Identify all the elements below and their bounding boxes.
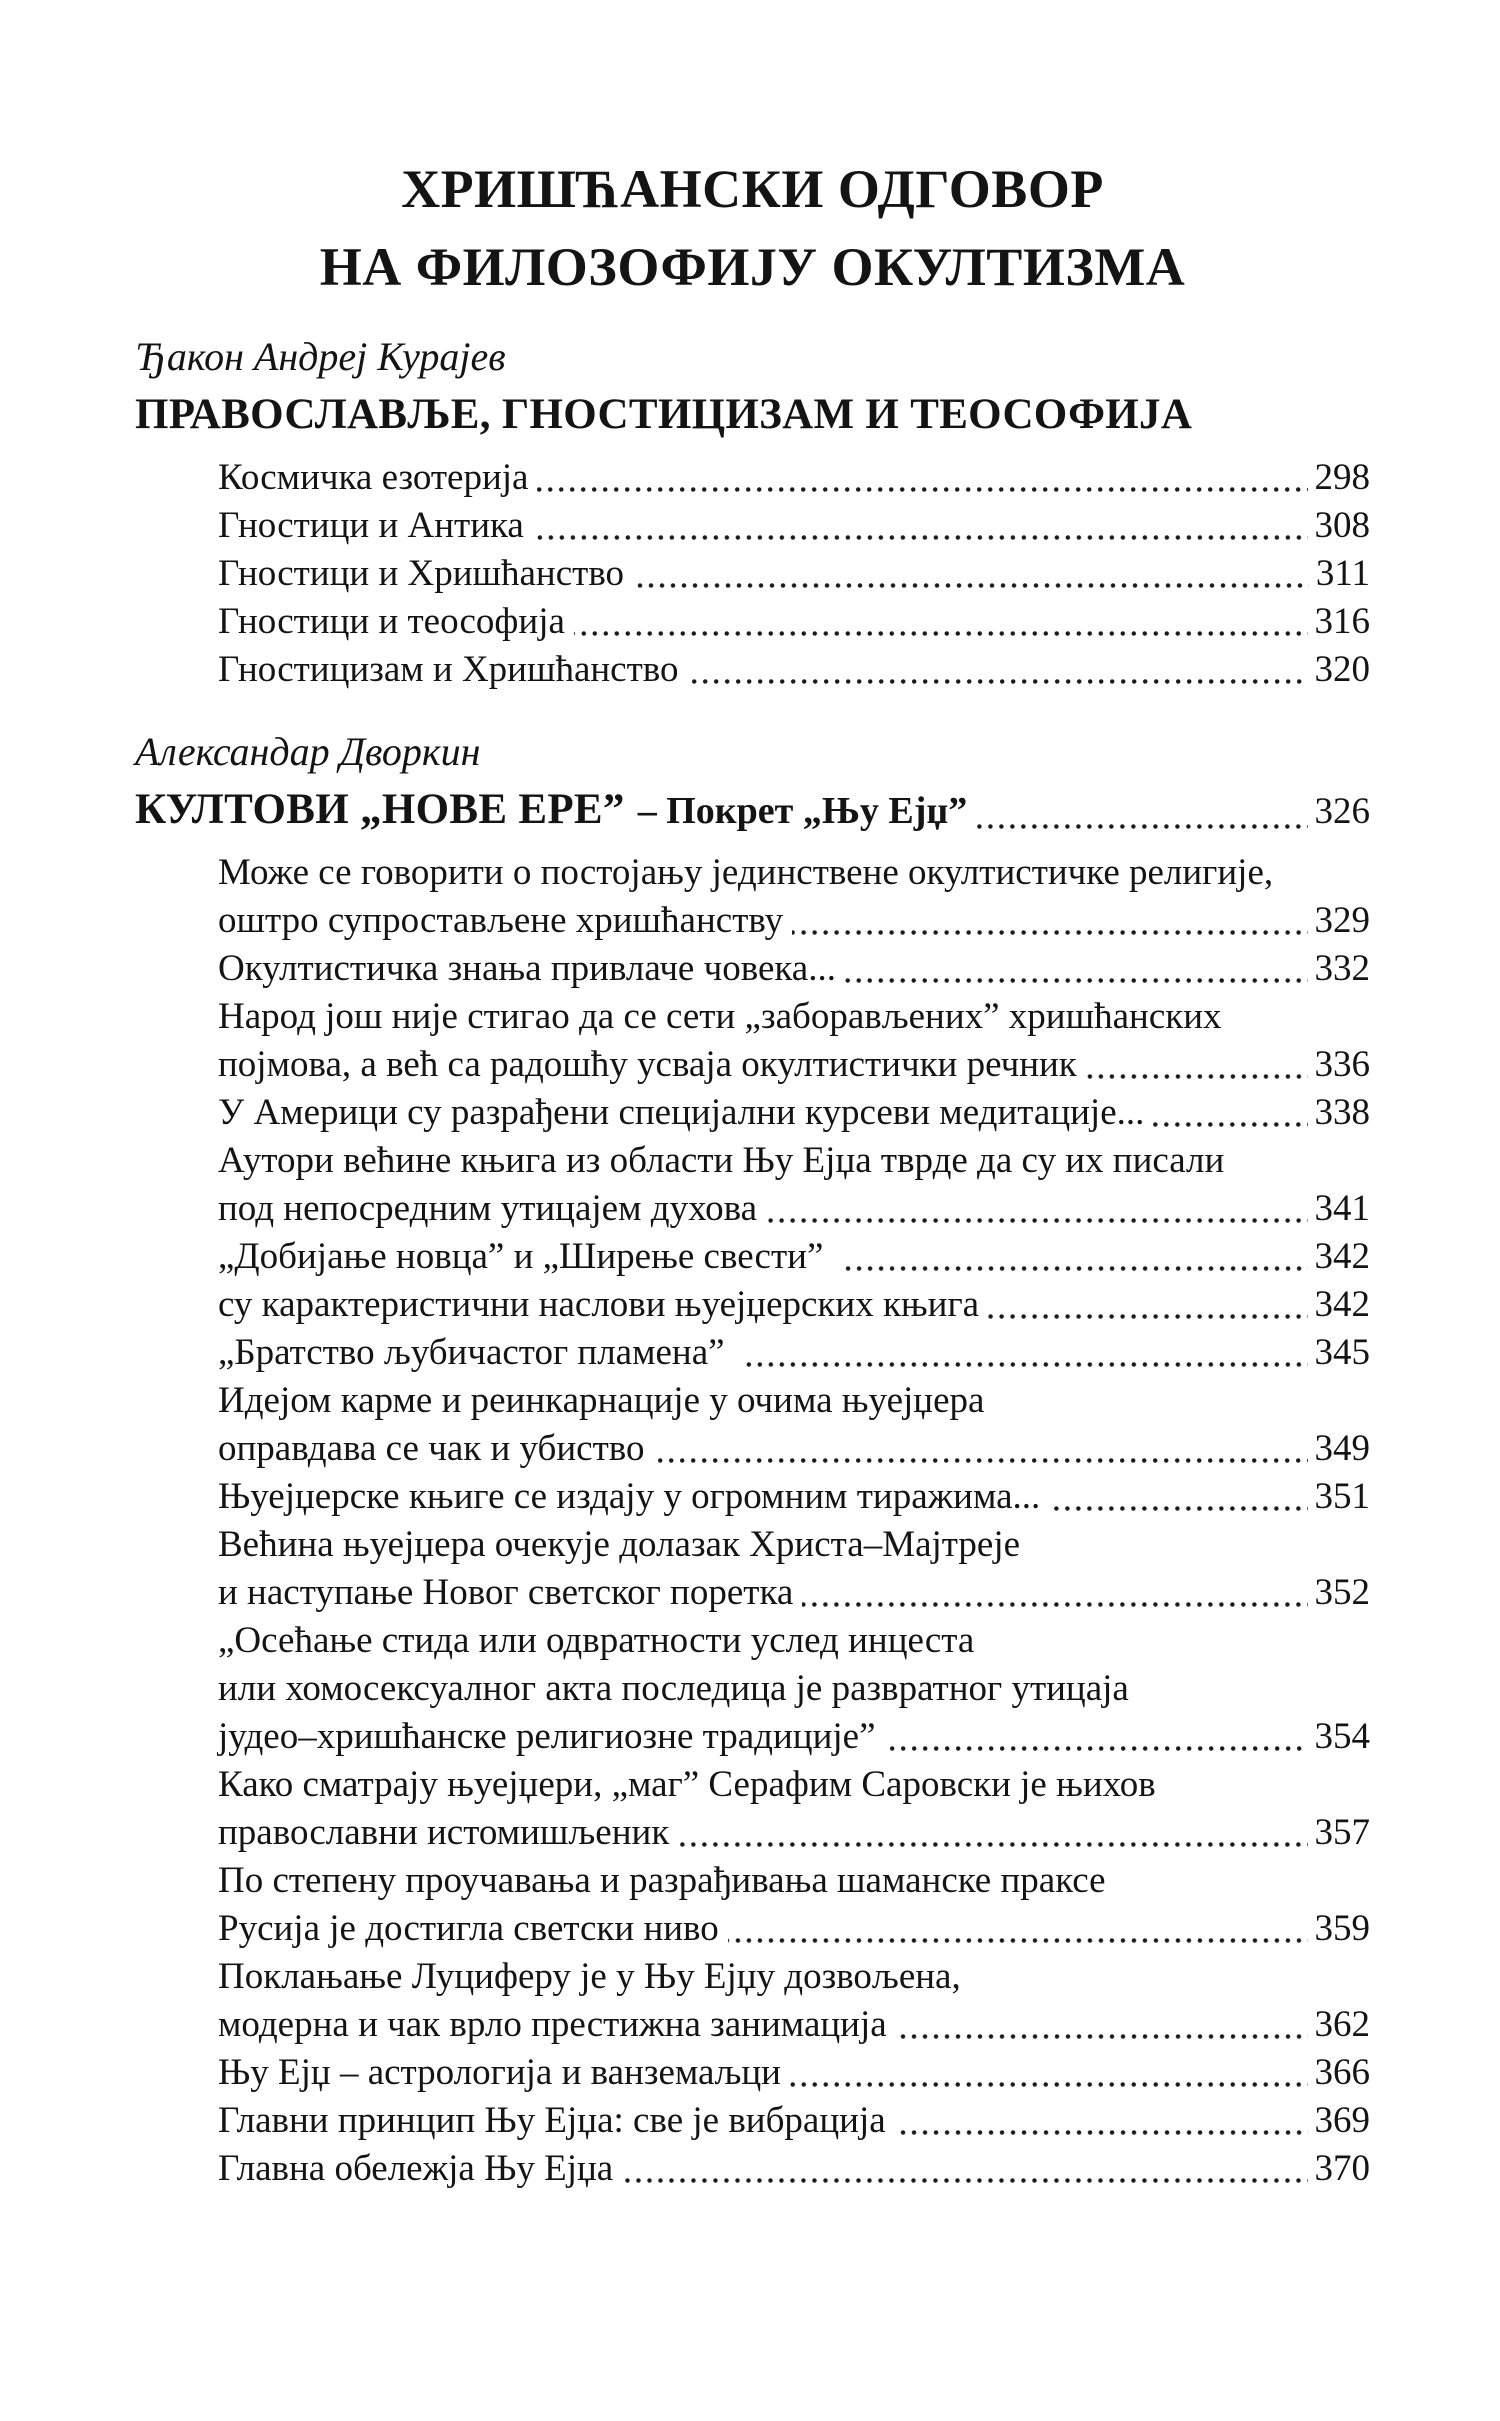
toc-entry-text: Поклањање Луциферу је у Њу Ејџу дозвољена, [218, 1956, 961, 1997]
section-heading-row [135, 781, 1370, 841]
section-entries [218, 454, 1370, 694]
page-number: 357 [1314, 1812, 1370, 1853]
toc-entry [218, 550, 1370, 598]
dot-leader [893, 2097, 1310, 2145]
toc-section [135, 727, 1370, 2193]
toc-entry [218, 1857, 1370, 1953]
toc-section [135, 332, 1370, 694]
toc-entry-final-line [218, 1425, 1370, 1473]
toc-entry-text: оштро супростављене хришћанству [218, 900, 784, 941]
toc-entry [218, 2145, 1370, 2193]
toc-entry [218, 1137, 1370, 1233]
page-number: 336 [1314, 1044, 1370, 1085]
toc-entry [218, 945, 1370, 993]
page-number: 342 [1314, 1236, 1370, 1277]
dot-leader [726, 1905, 1310, 1953]
toc-entry-text: Аутори већине књига из области Њу Ејџа тврде да су их писали [218, 1140, 1225, 1181]
dot-leader [974, 781, 1309, 841]
dot-leader [843, 945, 1310, 993]
toc-entry-text: појмова, а већ са радошћу усваја окултистички речник [218, 1044, 1077, 1085]
toc-entry-line [218, 1953, 1370, 2001]
toc-entry-text: По степену проучавања и разрађивања шаманске праксе [218, 1860, 1106, 1901]
dot-leader [986, 1281, 1309, 1329]
section-heading: ПРАВОСЛАВЉЕ, ГНОСТИЦИЗАМ И ТЕОСОФИЈА [135, 391, 1193, 438]
toc-entry-text: Народ још није стигао да се сети „заборављених” хришћанских [218, 996, 1222, 1037]
page-number: 311 [1315, 553, 1370, 594]
toc-entry-final-line [218, 502, 1370, 550]
toc-entry [218, 2049, 1370, 2097]
page-number: 351 [1314, 1476, 1370, 1517]
toc-entry-text: Идејом карме и реинкарнације у очима њуејџера [218, 1380, 985, 1421]
page-number: 362 [1314, 2004, 1370, 2045]
toc-entry-text: Већина њуејџера очекује долазак Христа–Мајтреје [218, 1524, 1021, 1565]
page-number: 370 [1314, 2148, 1370, 2189]
toc-entry-final-line [218, 1905, 1370, 1953]
toc-entry-final-line [218, 1089, 1370, 1137]
toc-entry [218, 1953, 1370, 2049]
dot-leader [651, 1425, 1309, 1473]
toc-entry-final-line [218, 897, 1370, 945]
page-number: 329 [1314, 900, 1370, 941]
toc-entry-text: Како сматрају њуејџери, „маг” Серафим Саровски је њихов [218, 1764, 1156, 1805]
section-page-number: 326 [1314, 791, 1370, 832]
toc-entry [218, 454, 1370, 502]
toc-entry-text: Русија је достигла светски ниво [218, 1908, 719, 1949]
dot-leader [572, 598, 1310, 646]
toc-entry-text: „Братство љубичастог пламена” [218, 1332, 734, 1373]
toc-entry-text: и наступање Новог светског поретка [218, 1572, 794, 1613]
toc-entry-text: Окултистичка знања привлаче човека... [218, 948, 836, 989]
page-number: 352 [1314, 1572, 1370, 1613]
toc-entry [218, 1617, 1370, 1761]
toc-entry-final-line [218, 1713, 1370, 1761]
toc-entry-text: Њу Ејџ – астрологија и ванземаљци [218, 2052, 781, 2093]
toc-entry [218, 1089, 1370, 1137]
dot-leader [883, 1713, 1310, 1761]
toc-sections [135, 332, 1370, 2193]
toc-entry-final-line [218, 550, 1370, 598]
toc-entry-line [218, 1665, 1370, 1713]
toc-entry-final-line [218, 1569, 1370, 1617]
toc-entry-text: оправдава се чак и убиство [218, 1428, 645, 1469]
toc-entry-line [218, 993, 1370, 1041]
page-number: 342 [1314, 1284, 1370, 1325]
page-number: 316 [1314, 601, 1370, 642]
toc-entry-line [218, 1137, 1370, 1185]
toc-entry-text: Гностици и теософија [218, 601, 565, 642]
toc-entry-final-line [218, 1041, 1370, 1089]
toc-entry-text: јудео–хришћанске религиозне традиције” [218, 1716, 876, 1757]
dot-leader [535, 454, 1309, 502]
page-number: 369 [1314, 2100, 1370, 2141]
toc-entry-text: Гностицизам и Хришћанство [218, 649, 679, 690]
toc-entry [218, 646, 1370, 694]
toc-entry-final-line [218, 454, 1370, 502]
toc-entry-final-line [218, 1185, 1370, 1233]
dot-leader [686, 646, 1310, 694]
dot-leader [1151, 1089, 1309, 1137]
toc-entry-final-line [218, 1329, 1370, 1377]
toc-entry-final-line [218, 2145, 1370, 2193]
page-number: 359 [1314, 1908, 1370, 1949]
toc-entry [218, 1473, 1370, 1521]
page-number: 332 [1314, 948, 1370, 989]
page-number: 341 [1314, 1188, 1370, 1229]
page-number: 308 [1314, 505, 1370, 546]
toc-entry-text: У Америци су разрађени специјални курсеви медитације... [218, 1092, 1145, 1133]
toc-entry-final-line [218, 1233, 1370, 1281]
toc-entry-text: Главни принцип Њу Ејџа: све је вибрација [218, 2100, 886, 2141]
toc-entry-text: Гностици и Антика [218, 505, 524, 546]
toc-entry [218, 1377, 1370, 1473]
toc-entry-text: су карактеристични наслови њуејџерских књига [218, 1284, 980, 1325]
toc-entry-final-line [218, 2049, 1370, 2097]
dot-leader [764, 1185, 1309, 1233]
book-title-line1: ХРИШЋАНСКИ ОДГОВОР [401, 159, 1104, 219]
toc-entry-line [218, 1857, 1370, 1905]
toc-entry-final-line [218, 598, 1370, 646]
book-title-line2: НА ФИЛОЗОФИЈУ ОКУЛТИЗМА [319, 237, 1186, 297]
section-entries [218, 849, 1370, 2193]
page-number: 345 [1314, 1332, 1370, 1373]
dot-leader [1084, 1041, 1310, 1089]
dot-leader [631, 550, 1311, 598]
toc-entry [218, 1761, 1370, 1857]
dot-leader [531, 502, 1310, 550]
dot-leader [800, 1569, 1309, 1617]
section-author: Александар Дворкин [135, 729, 481, 774]
dot-leader [894, 2001, 1310, 2049]
toc-entry [218, 1521, 1370, 1617]
dot-leader [676, 1809, 1309, 1857]
page-number: 338 [1314, 1092, 1370, 1133]
toc-entry-text: Може се говорити о постојању јединствене окултистичке религије, [218, 852, 1274, 893]
page-number: 298 [1314, 457, 1370, 498]
dot-leader [790, 897, 1309, 945]
toc-entry-text: под непосредним утицајем духова [218, 1188, 758, 1229]
toc-entry [218, 2097, 1370, 2145]
toc-entry [218, 993, 1370, 1089]
toc-entry-text: Главна обележја Њу Ејџа [218, 2148, 614, 2189]
section-heading-subtitle: – Покрет „Њу Ејџ” [637, 790, 968, 832]
toc-entry-text: или хомосексуалног акта последица је развратног утицаја [218, 1668, 1129, 1709]
dot-leader [840, 1233, 1310, 1281]
toc-entry-final-line [218, 1281, 1370, 1329]
page-number: 320 [1314, 649, 1370, 690]
toc-entry [218, 849, 1370, 945]
toc-entry-final-line [218, 1809, 1370, 1857]
dot-leader [620, 2145, 1309, 2193]
toc-entry-text: православни истомишљеник [218, 1812, 670, 1853]
toc-entry-line [218, 1521, 1370, 1569]
page-number: 354 [1314, 1716, 1370, 1757]
toc-entry-line [218, 1377, 1370, 1425]
dot-leader [788, 2049, 1310, 2097]
toc-entry [218, 1233, 1370, 1281]
toc-entry-final-line [218, 2097, 1370, 2145]
toc-entry-text: „Осећање стида или одвратности услед инцеста [218, 1620, 975, 1661]
toc-entry-line [218, 849, 1370, 897]
section-author: Ђакон Андреј Курајев [135, 334, 506, 379]
dot-leader [741, 1329, 1310, 1377]
toc-entry [218, 1329, 1370, 1377]
toc-entry [218, 598, 1370, 646]
book-title [135, 150, 1370, 306]
toc-entry-final-line [218, 945, 1370, 993]
page-number: 366 [1314, 2052, 1370, 2093]
toc-entry-final-line [218, 646, 1370, 694]
section-heading: КУЛТОВИ „НОВЕ ЕРЕ” [135, 786, 625, 833]
dot-leader [1047, 1473, 1309, 1521]
page-number: 349 [1314, 1428, 1370, 1469]
toc-entry [218, 502, 1370, 550]
toc-entry-text: Гностици и Хришћанство [218, 553, 625, 594]
toc-entry-text: Њуејџерске књиге се издају у огромним тиражима... [218, 1476, 1041, 1517]
toc-entry-line [218, 1761, 1370, 1809]
toc-entry-final-line [218, 2001, 1370, 2049]
toc-entry-final-line [218, 1473, 1370, 1521]
section-heading-row [135, 386, 1370, 444]
toc-entry-text: Космичка езотерија [218, 457, 529, 498]
toc-entry-text: модерна и чак врло престижна занимација [218, 2004, 887, 2045]
toc-entry-text: „Добијање новца” и „Ширење свести” [218, 1236, 833, 1277]
toc-entry-line [218, 1617, 1370, 1665]
toc-entry [218, 1281, 1370, 1329]
